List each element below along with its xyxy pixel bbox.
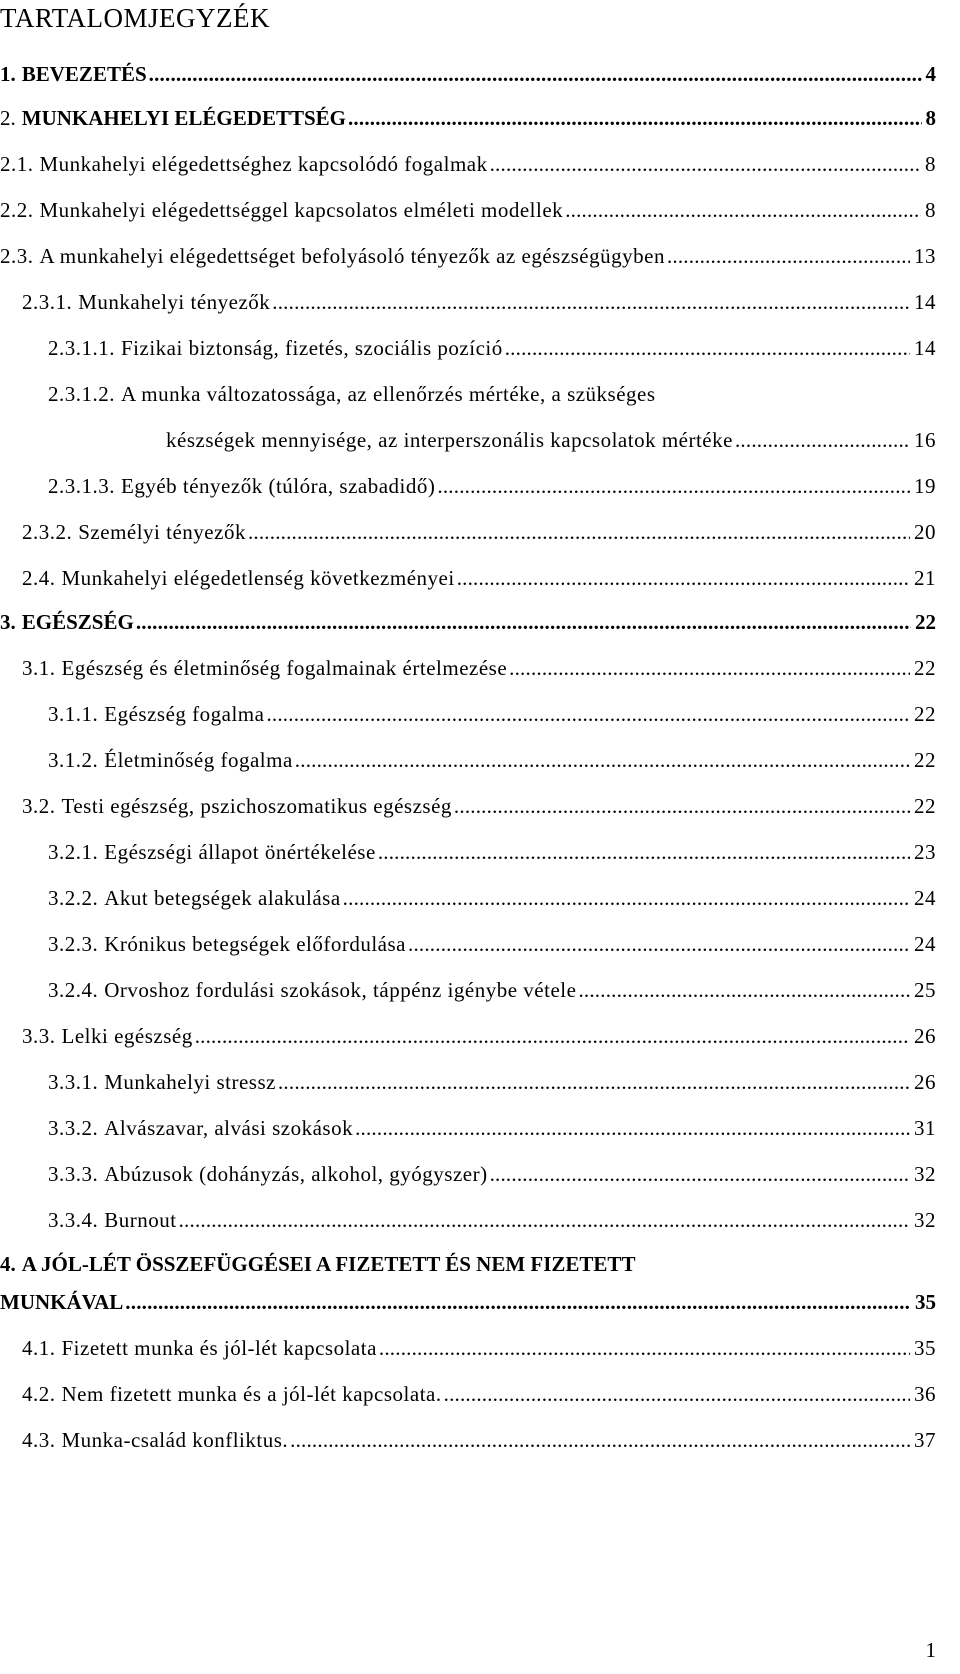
toc-leader-dots (457, 564, 910, 592)
page-number: 1 (925, 1638, 936, 1662)
toc-leader-dots (378, 838, 910, 866)
toc-number: 2.3.1.2. (48, 382, 115, 406)
toc-leader-dots (735, 426, 910, 454)
toc-leader-dots (437, 472, 910, 500)
toc-leader-dots (490, 1160, 910, 1188)
toc-leader-dots (355, 1114, 910, 1142)
toc-leader-dots (343, 884, 910, 912)
toc-number: 2.3.1.3. (48, 474, 115, 498)
toc-leader-dots (490, 150, 921, 178)
toc-number: 3.2.4. (48, 978, 99, 1002)
toc-entry-4-3[interactable] (22, 1426, 936, 1454)
toc-number: 3.3.1. (48, 1070, 99, 1094)
toc-leader-dots (667, 242, 910, 270)
toc-page: 22 (914, 748, 936, 772)
toc-entry-2-3-1[interactable] (22, 288, 936, 316)
toc-number: 3. (0, 610, 16, 634)
toc-page: 23 (914, 840, 936, 864)
toc-page: 13 (914, 244, 936, 268)
toc-page: 22 (914, 794, 936, 818)
toc-text: Személyi tényezők (78, 520, 246, 544)
toc-number: 3.1.1. (48, 702, 99, 726)
toc-leader-dots (505, 334, 910, 362)
toc-text: A munka változatossága, az ellenőrzés mértéke, a szükséges (121, 382, 656, 406)
toc-entry-3-3[interactable] (22, 1022, 936, 1050)
toc-text: Burnout (104, 1208, 177, 1232)
toc-number: 4.1. (22, 1336, 56, 1360)
toc-entry-4-1[interactable] (22, 1334, 936, 1362)
toc-page: 4 (925, 62, 936, 86)
toc-page: 25 (914, 978, 936, 1002)
toc-number: 2.1. (0, 152, 34, 176)
toc-text: Egészség fogalma (104, 702, 265, 726)
toc-entry-3-3-3[interactable] (48, 1160, 936, 1188)
toc-number: 2.3.2. (22, 520, 73, 544)
toc-entry-3-1-1[interactable] (48, 700, 936, 728)
toc-leader-dots (248, 518, 910, 546)
toc-text: MUNKAHELYI ELÉGEDETTSÉG (21, 106, 346, 130)
toc-entry-1[interactable] (0, 60, 936, 88)
toc-leader-dots (578, 976, 910, 1004)
toc-page: 32 (914, 1162, 936, 1186)
toc-text: BEVEZETÉS (21, 62, 147, 86)
toc-number: 3.1.2. (48, 748, 99, 772)
toc-number: 4.3. (22, 1428, 56, 1452)
toc-number: 1. (0, 62, 16, 86)
toc-page: 8 (925, 106, 936, 130)
toc-page: 31 (914, 1116, 936, 1140)
toc-number: 4. (0, 1252, 16, 1276)
toc-page: 14 (914, 336, 936, 360)
toc-text: Abúzusok (dohányzás, alkohol, gyógyszer) (104, 1162, 488, 1186)
toc-entry-2-3-1-1[interactable] (48, 334, 936, 362)
toc-entry-3-1[interactable] (22, 654, 936, 682)
toc-leader-dots (379, 1334, 910, 1362)
toc-entry-2-3-2[interactable] (22, 518, 936, 546)
toc-text: Életminőség fogalma (104, 748, 293, 772)
toc-entry-2[interactable] (0, 104, 936, 132)
toc-text: Krónikus betegségek előfordulása (104, 932, 406, 956)
toc-text: Egészség és életminőség fogalmainak értelmezése (61, 656, 508, 680)
toc-entry-3-3-4[interactable] (48, 1206, 936, 1234)
toc-text: Munkahelyi elégedetlenség következményei (61, 566, 455, 590)
toc-text: Fizikai biztonság, fizetés, szociális pozíció (121, 336, 503, 360)
toc-text: Alvászavar, alvási szokások (104, 1116, 354, 1140)
toc-entry-3-2-2[interactable] (48, 884, 936, 912)
toc-text: Munka-család konfliktus. (61, 1428, 289, 1452)
toc-leader-dots (408, 930, 910, 958)
toc-number: 3.3.2. (48, 1116, 99, 1140)
toc-number: 3.2.2. (48, 886, 99, 910)
toc-page: 20 (914, 520, 936, 544)
toc-text: Testi egészség, pszichoszomatikus egészség (61, 794, 452, 818)
toc-entry-2-2[interactable] (0, 196, 936, 224)
toc-page: 8 (925, 152, 936, 176)
toc-text: Lelki egészség (61, 1024, 193, 1048)
toc-text: A munkahelyi elégedettséget befolyásoló tényezők az egészségügyben (39, 244, 665, 268)
toc-leader-dots (179, 1206, 910, 1234)
page-title: TARTALOMJEGYZÉK (0, 3, 271, 33)
toc-entry-2-3-1-2[interactable] (48, 380, 656, 408)
toc-number: 2.2. (0, 198, 34, 222)
toc-page: 22 (914, 702, 936, 726)
toc-text: Munkahelyi tényezők (78, 290, 271, 314)
toc-number: 3.2.1. (48, 840, 99, 864)
toc-page: 22 (915, 610, 936, 634)
toc-text-continued: készségek mennyisége, az interperszonális kapcsolatok mértéke (166, 428, 733, 452)
toc-number: 2.3.1. (22, 290, 73, 314)
toc-entry-3-2-4[interactable] (48, 976, 936, 1004)
toc-text-continued: MUNKÁVAL (0, 1290, 124, 1314)
toc-page: 24 (914, 886, 936, 910)
toc-leader-dots (509, 654, 910, 682)
toc-leader-dots (290, 1426, 910, 1454)
toc-entry-3[interactable] (0, 608, 936, 636)
toc-text: Munkahelyi elégedettséghez kapcsolódó fogalmak (39, 152, 488, 176)
toc-text: Akut betegségek alakulása (104, 886, 341, 910)
toc-entry-3-1-2[interactable] (48, 746, 936, 774)
toc-number: 2. (0, 106, 16, 130)
toc-leader-dots (136, 608, 911, 636)
toc-leader-dots (125, 1288, 911, 1316)
toc-page: 26 (914, 1024, 936, 1048)
toc-entry-4-2[interactable] (22, 1380, 936, 1408)
toc-text: Munkahelyi elégedettséggel kapcsolatos elméleti modellek (39, 198, 564, 222)
toc-entry-4[interactable] (0, 1250, 635, 1278)
toc-leader-dots (195, 1022, 910, 1050)
toc-page: 22 (914, 656, 936, 680)
toc-page: 26 (914, 1070, 936, 1094)
toc-page: 21 (914, 566, 936, 590)
toc-page: 14 (914, 290, 936, 314)
toc-entry-4-continued[interactable] (0, 1288, 936, 1316)
toc-leader-dots (444, 1380, 910, 1408)
toc-text: Munkahelyi stressz (104, 1070, 276, 1094)
toc-page: 37 (914, 1428, 936, 1452)
toc-page: 16 (914, 428, 936, 452)
toc-number: 2.3. (0, 244, 34, 268)
toc-page: 32 (914, 1208, 936, 1232)
toc-text: A JÓL-LÉT ÖSSZEFÜGGÉSEI A FIZETETT ÉS NEM FIZETETT (21, 1252, 636, 1276)
toc-number: 3.2.3. (48, 932, 99, 956)
toc-leader-dots (272, 288, 910, 316)
toc-text: Egyéb tényezők (túlóra, szabadidő) (121, 474, 436, 498)
toc-number: 3.1. (22, 656, 56, 680)
toc-number: 2.3.1.1. (48, 336, 115, 360)
toc-entry-2-3-1-3[interactable] (48, 472, 936, 500)
toc-number: 3.3. (22, 1024, 56, 1048)
toc-number: 3.2. (22, 794, 56, 818)
toc-number: 3.3.3. (48, 1162, 99, 1186)
toc-number: 3.3.4. (48, 1208, 99, 1232)
toc-leader-dots (454, 792, 910, 820)
toc-page: 35 (914, 1336, 936, 1360)
toc-text: EGÉSZSÉG (21, 610, 134, 634)
toc-number: 4.2. (22, 1382, 56, 1406)
toc-entry-2-3[interactable] (0, 242, 936, 270)
toc-entry-2-3-1-2-continued[interactable] (166, 426, 936, 454)
toc-entry-3-2[interactable] (22, 792, 936, 820)
toc-entry-3-3-1[interactable] (48, 1068, 936, 1096)
toc-entry-2-4[interactable] (22, 564, 936, 592)
toc-text: Orvoshoz fordulási szokások, táppénz igénybe vétele (104, 978, 577, 1002)
toc-page: 36 (914, 1382, 936, 1406)
toc-text: Fizetett munka és jól-lét kapcsolata (61, 1336, 377, 1360)
toc-leader-dots (565, 196, 921, 224)
toc-entry-2-1[interactable] (0, 150, 936, 178)
toc-page: 35 (915, 1290, 936, 1314)
toc-leader-dots (278, 1068, 910, 1096)
toc-page: 19 (914, 474, 936, 498)
toc-leader-dots (348, 104, 922, 132)
toc-page: 8 (925, 198, 936, 222)
toc-leader-dots (149, 60, 922, 88)
toc-leader-dots (295, 746, 910, 774)
toc-text: Nem fizetett munka és a jól-lét kapcsolata. (61, 1382, 442, 1406)
toc-leader-dots (266, 700, 910, 728)
toc-page: 24 (914, 932, 936, 956)
toc-text: Egészségi állapot önértékelése (104, 840, 376, 864)
toc-entry-3-2-3[interactable] (48, 930, 936, 958)
toc-entry-3-2-1[interactable] (48, 838, 936, 866)
toc-number: 2.4. (22, 566, 56, 590)
toc-entry-3-3-2[interactable] (48, 1114, 936, 1142)
